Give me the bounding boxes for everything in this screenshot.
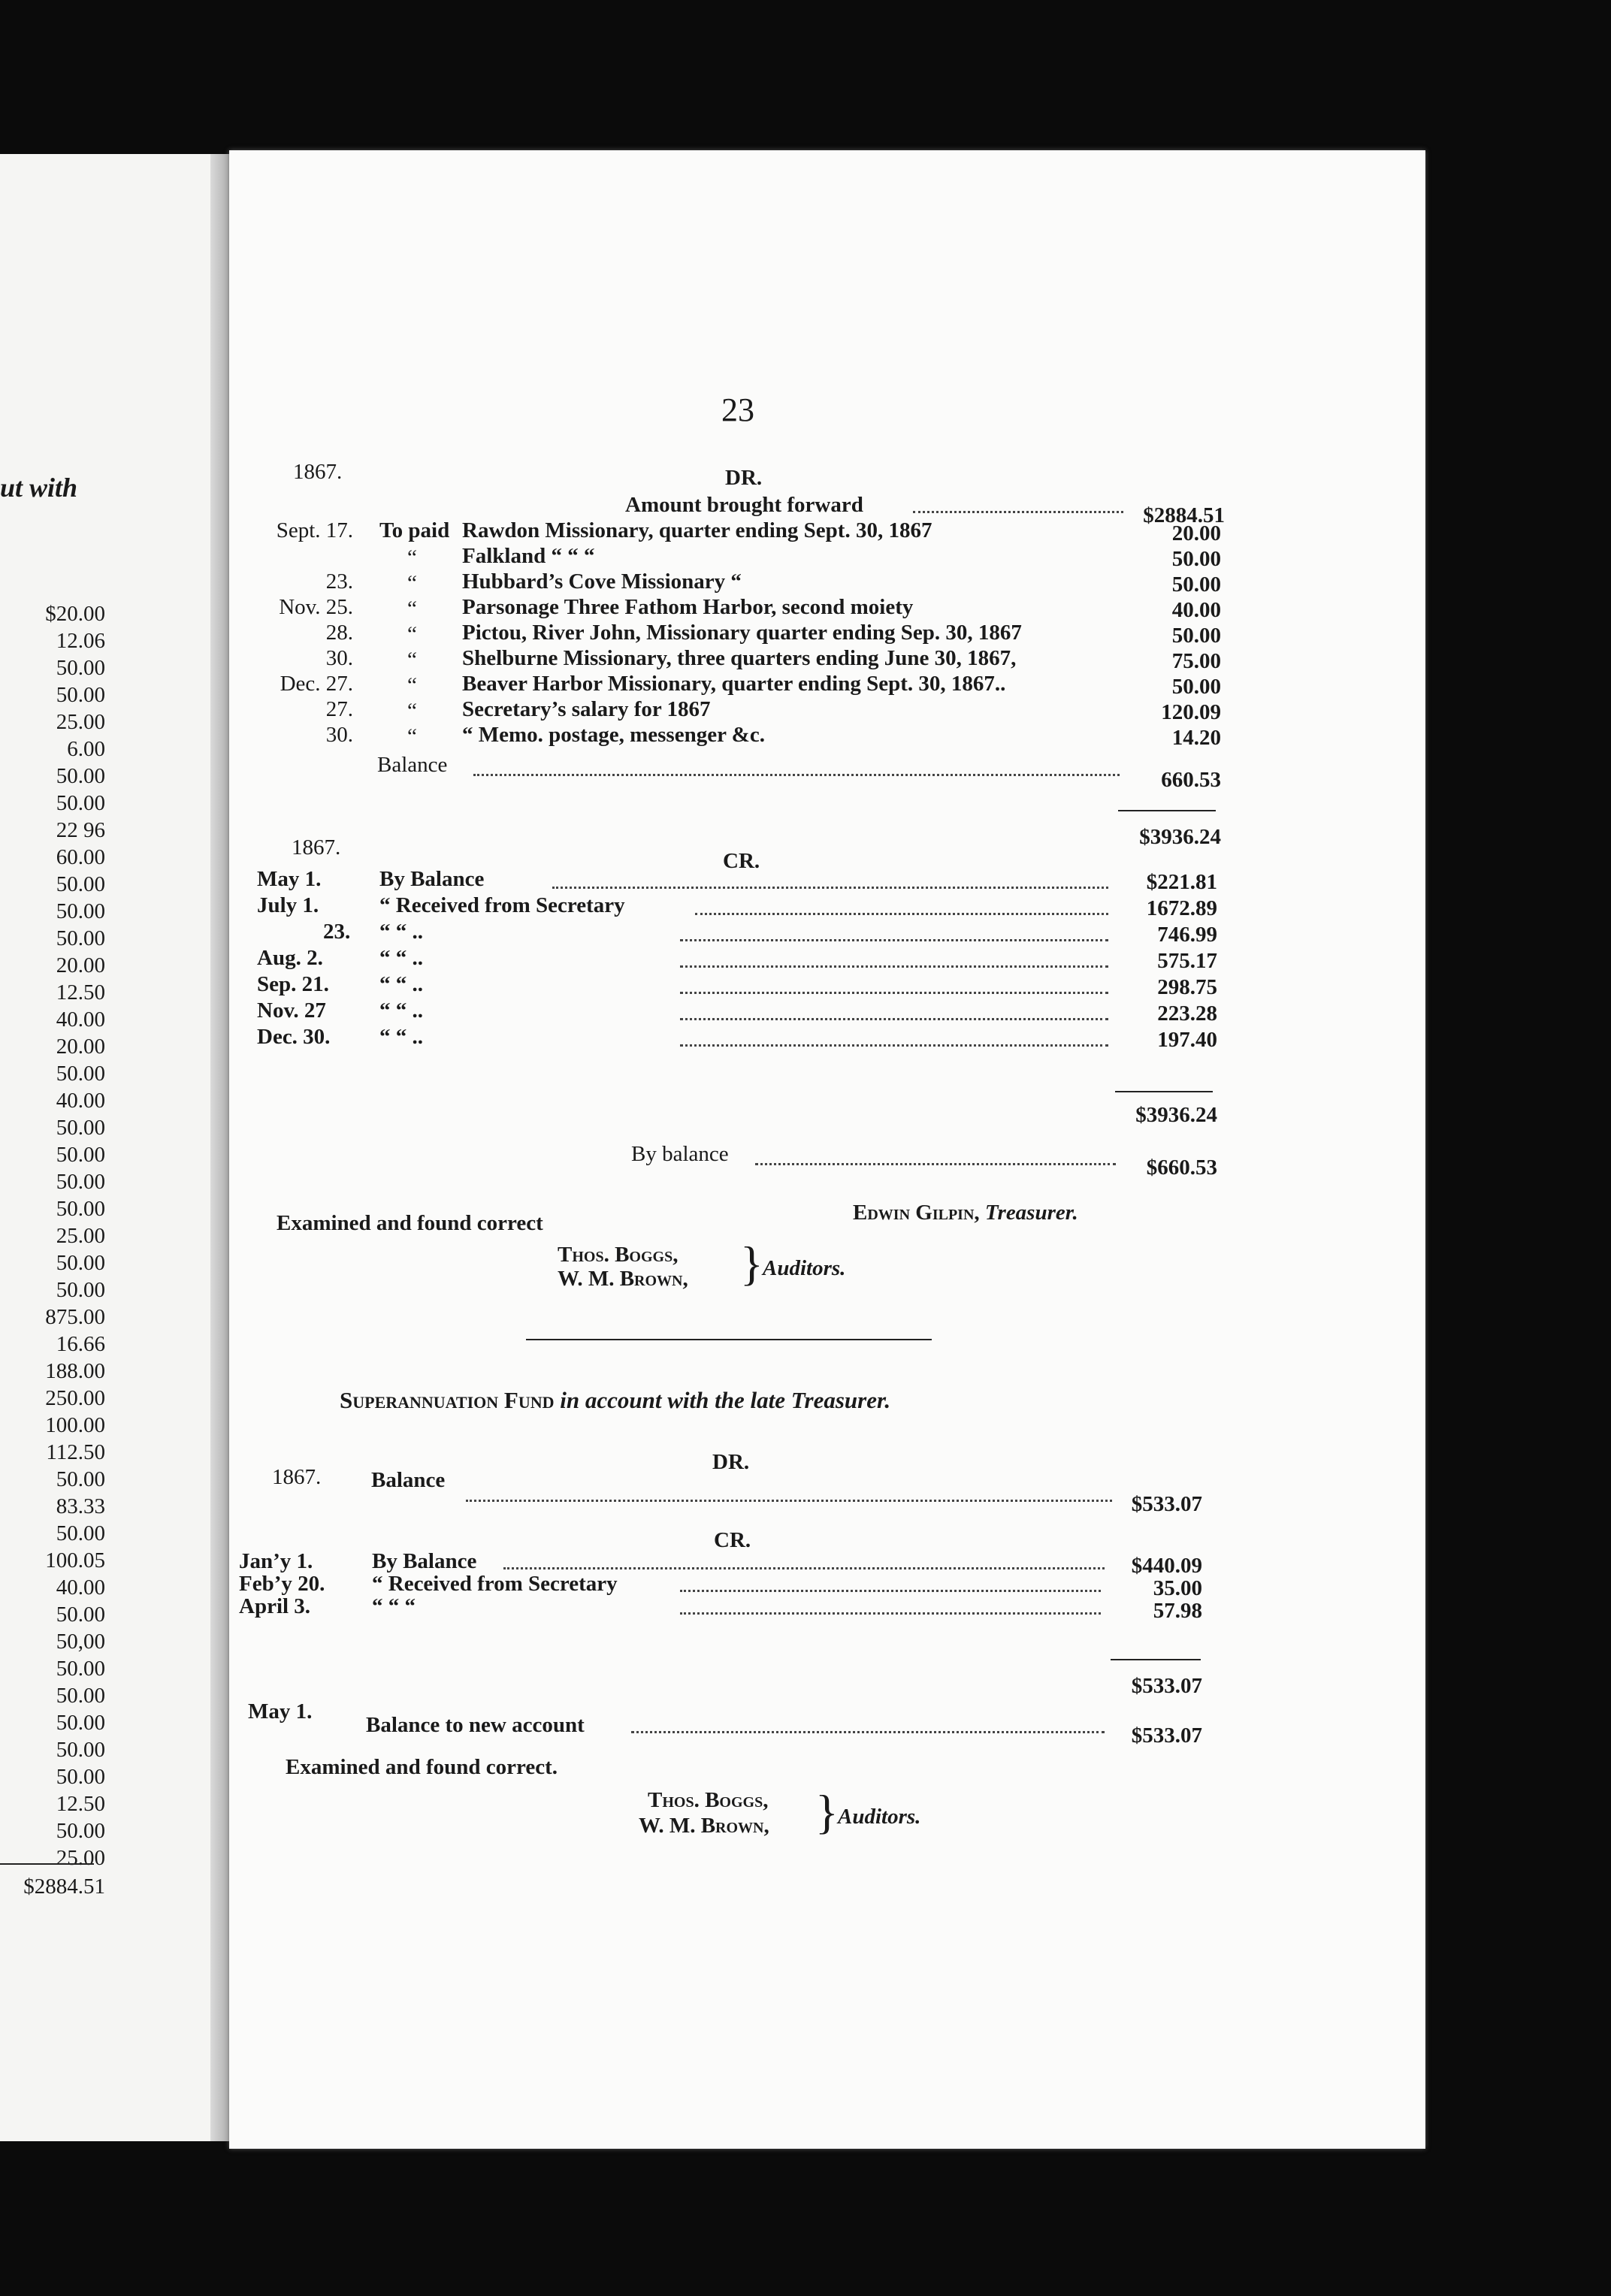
left-amount: 50.00 xyxy=(56,1251,105,1275)
left-amount: 25.00 xyxy=(56,1224,105,1248)
cr-date: Sep. 21. xyxy=(257,972,329,996)
super-balance-amount: $533.07 xyxy=(1131,1492,1202,1516)
left-amount: 22 96 xyxy=(56,818,105,842)
leader-dots xyxy=(466,1500,1112,1502)
main-page xyxy=(229,150,1425,2149)
cr-date: Aug. 2. xyxy=(257,946,323,970)
left-amount: 50.00 xyxy=(56,656,105,680)
ditto-mark: “ xyxy=(407,724,417,748)
left-amount: 50.00 xyxy=(56,1062,105,1086)
cr-total: $3936.24 xyxy=(1135,1103,1217,1127)
dr-description: Falkland “ “ “ xyxy=(462,544,595,568)
by-balance-label: By balance xyxy=(631,1142,729,1166)
treasurer-name: Edwin Gilpin, xyxy=(853,1201,980,1225)
super-cr-amount: 57.98 xyxy=(1153,1599,1202,1623)
left-amount: 50.00 xyxy=(56,1143,105,1167)
left-amount: 83.33 xyxy=(56,1494,105,1518)
left-amount: 50.00 xyxy=(56,899,105,923)
super-year: 1867. xyxy=(272,1465,322,1489)
ditto-mark: “ xyxy=(407,597,417,621)
super-auditors-brace: } xyxy=(815,1785,839,1838)
cr-date: May 1. xyxy=(257,867,322,891)
page-number: 23 xyxy=(721,391,754,428)
auditor-boggs: Thos. Boggs, xyxy=(558,1243,679,1267)
left-amount: 50.00 xyxy=(56,1521,105,1545)
dr-date: 27. xyxy=(325,697,353,721)
left-amount: 40.00 xyxy=(56,1008,105,1032)
dr-amount: 40.00 xyxy=(1171,598,1221,622)
treasurer-title: Treasurer. xyxy=(984,1201,1078,1225)
cr-amount: $221.81 xyxy=(1146,870,1217,894)
left-amount: 40.00 xyxy=(56,1575,105,1600)
left-amount: 50.00 xyxy=(56,1819,105,1843)
balance-label: Balance xyxy=(377,753,448,777)
dr-amount: 50.00 xyxy=(1171,572,1221,597)
cr-amount: 298.75 xyxy=(1157,975,1217,999)
fund-name: Superannuation Fund xyxy=(340,1387,555,1413)
superannuation-title xyxy=(340,1388,890,1412)
auditors-label: Auditors. xyxy=(763,1256,846,1280)
cr-amount: 1672.89 xyxy=(1146,896,1217,920)
cr-description: “ “ .. xyxy=(379,972,423,996)
leader-dots xyxy=(680,1018,1108,1020)
dr-date: Dec. 27. xyxy=(280,672,353,696)
leader-dots xyxy=(680,1590,1101,1592)
left-amount: 6.00 xyxy=(67,737,105,761)
total-rule xyxy=(1118,810,1216,811)
left-amount: $20.00 xyxy=(45,602,105,626)
left-amount: 50.00 xyxy=(56,764,105,788)
ditto-mark: “ xyxy=(407,545,417,569)
dr-description: Rawdon Missionary, quarter ending Sept. 30, 1867 xyxy=(462,518,932,542)
leader-dots xyxy=(680,1612,1101,1615)
dr-description: Parsonage Three Fathom Harbor, second moiety xyxy=(462,595,914,619)
left-amount: 50.00 xyxy=(56,926,105,950)
left-amount: 60.00 xyxy=(56,845,105,869)
dr-description: Pictou, River John, Missionary quarter ending Sep. 30, 1867 xyxy=(462,621,1022,645)
leader-dots xyxy=(695,913,1108,915)
left-amount: 50.00 xyxy=(56,1711,105,1735)
cr-amount: 575.17 xyxy=(1157,949,1217,973)
dr-amount: 120.09 xyxy=(1161,700,1221,724)
forward-amount: $2884.51 xyxy=(1143,503,1225,527)
ditto-mark: “ xyxy=(407,622,417,646)
cr-description: By Balance xyxy=(379,867,485,891)
super-balance-label: Balance xyxy=(371,1468,446,1492)
left-amount: 20.00 xyxy=(56,1035,105,1059)
left-amount: 12.50 xyxy=(56,1792,105,1816)
dr-date: Sept. 17. xyxy=(276,518,353,542)
dr-amount: 14.20 xyxy=(1171,726,1221,750)
super-cr-date: Feb’y 20. xyxy=(239,1572,325,1596)
section-divider xyxy=(526,1339,932,1340)
fund-title-rest: in account with the late Treasurer. xyxy=(560,1387,891,1413)
dr-date: 30. xyxy=(325,723,353,747)
cr-description: “ “ .. xyxy=(379,998,423,1023)
leader-dots xyxy=(680,965,1108,968)
new-account-amount: $533.07 xyxy=(1131,1724,1202,1748)
dr-date: 28. xyxy=(325,621,353,645)
cr-amount: 746.99 xyxy=(1157,923,1217,947)
cr-amount: 223.28 xyxy=(1157,1001,1217,1026)
dr-date: Nov. 25. xyxy=(279,595,353,619)
super-cr-description: By Balance xyxy=(372,1549,477,1573)
dr-description: Shelburne Missionary, three quarters ending June 30, 1867, xyxy=(462,646,1017,670)
cr-amount: 197.40 xyxy=(1157,1028,1217,1052)
leader-dots xyxy=(680,992,1108,994)
cr-heading: CR. xyxy=(723,849,760,873)
left-amount: 20.00 xyxy=(56,953,105,977)
ditto-mark: “ xyxy=(407,648,417,672)
super-cr-date: April 3. xyxy=(239,1594,311,1618)
left-page-heading: ut with xyxy=(0,473,78,503)
dr-amount: 50.00 xyxy=(1171,675,1221,699)
left-total: $2884.51 xyxy=(23,1875,105,1899)
super-examined: Examined and found correct. xyxy=(286,1755,558,1779)
cr-date: Dec. 30. xyxy=(257,1025,331,1049)
dr-description: “ Memo. postage, messenger &c. xyxy=(462,723,765,747)
dr-year: 1867. xyxy=(293,460,343,484)
left-amount: 50.00 xyxy=(56,1738,105,1762)
examined-text: Examined and found correct xyxy=(277,1211,543,1235)
left-amount: 50.00 xyxy=(56,1657,105,1681)
cr-description: “ “ .. xyxy=(379,1025,423,1049)
cr-description: “ “ .. xyxy=(379,920,423,944)
left-amount: 50.00 xyxy=(56,791,105,815)
auditors-brace: } xyxy=(740,1237,763,1290)
cr-date: 23. xyxy=(323,920,351,944)
leader-dots xyxy=(913,511,1123,513)
left-amount: 100.05 xyxy=(45,1548,105,1572)
left-amount: 50.00 xyxy=(56,1765,105,1789)
left-amount: 12.06 xyxy=(56,629,105,653)
leader-dots xyxy=(552,887,1108,889)
auditor-brown: W. M. Brown, xyxy=(558,1267,688,1291)
left-amount: 188.00 xyxy=(45,1359,105,1383)
super-auditors-label: Auditors. xyxy=(838,1805,921,1829)
treasurer-signature xyxy=(853,1201,1078,1225)
left-amount: 12.50 xyxy=(56,980,105,1005)
ditto-mark: “ xyxy=(407,571,417,595)
dr-date: 23. xyxy=(325,569,353,594)
super-auditor-brown: W. M. Brown, xyxy=(639,1814,769,1838)
dr-description: Secretary’s salary for 1867 xyxy=(462,697,711,721)
left-amount: 50.00 xyxy=(56,1278,105,1302)
left-amount: 50.00 xyxy=(56,872,105,896)
left-amount: 50.00 xyxy=(56,1170,105,1194)
new-account-label: Balance to new account xyxy=(366,1713,585,1737)
leader-dots xyxy=(680,939,1108,941)
left-amount: 112.50 xyxy=(46,1440,105,1464)
by-balance-amount: $660.53 xyxy=(1146,1156,1217,1180)
left-amount: 50.00 xyxy=(56,1467,105,1491)
super-dr-heading: DR. xyxy=(712,1450,750,1474)
dr-heading: DR. xyxy=(725,466,763,490)
dr-to: To paid xyxy=(379,518,450,542)
ditto-mark: “ xyxy=(407,673,417,697)
total-rule xyxy=(1111,1659,1201,1660)
left-amount: 50.00 xyxy=(56,683,105,707)
leader-dots xyxy=(503,1567,1105,1569)
left-amount: 16.66 xyxy=(56,1332,105,1356)
dr-date: 30. xyxy=(325,646,353,670)
cr-date: Nov. 27 xyxy=(257,998,326,1023)
left-amount: 50.00 xyxy=(56,1197,105,1221)
left-amount: 100.00 xyxy=(45,1413,105,1437)
left-amount: 250.00 xyxy=(45,1386,105,1410)
super-cr-description: “ Received from Secretary xyxy=(372,1572,618,1596)
left-amount: 875.00 xyxy=(45,1305,105,1329)
cr-description: “ “ .. xyxy=(379,946,423,970)
dr-amount: 50.00 xyxy=(1171,624,1221,648)
dr-amount: 75.00 xyxy=(1171,649,1221,673)
total-rule xyxy=(1115,1091,1213,1092)
left-amount: 40.00 xyxy=(56,1089,105,1113)
left-amount: 25.00 xyxy=(56,710,105,734)
dr-total: $3936.24 xyxy=(1139,825,1221,849)
super-cr-date: Jan’y 1. xyxy=(239,1549,313,1573)
super-cr-amount: $440.09 xyxy=(1131,1554,1202,1578)
new-account-date: May 1. xyxy=(248,1699,313,1724)
super-cr-description: “ “ “ xyxy=(372,1594,416,1618)
left-amount: 25.00 xyxy=(56,1846,105,1870)
dr-amount: 20.00 xyxy=(1171,521,1221,545)
dr-amount: 50.00 xyxy=(1171,547,1221,571)
left-amount: 50.00 xyxy=(56,1116,105,1140)
super-cr-amount: 35.00 xyxy=(1153,1576,1202,1600)
dr-description: Beaver Harbor Missionary, quarter ending Sept. 30, 1867.. xyxy=(462,672,1006,696)
leader-dots xyxy=(680,1044,1108,1047)
cr-year: 1867. xyxy=(292,835,341,859)
cr-description: “ Received from Secretary xyxy=(379,893,625,917)
left-amount: 50.00 xyxy=(56,1684,105,1708)
balance-amount: 660.53 xyxy=(1161,768,1221,792)
super-cr-total: $533.07 xyxy=(1131,1674,1202,1698)
left-amount: 50,00 xyxy=(56,1630,105,1654)
forward-label: Amount brought forward xyxy=(625,493,863,517)
leader-dots xyxy=(473,774,1120,776)
leader-dots xyxy=(631,1731,1105,1733)
cr-date: July 1. xyxy=(257,893,319,917)
super-auditor-boggs: Thos. Boggs, xyxy=(648,1788,769,1812)
super-cr-heading: CR. xyxy=(714,1528,751,1552)
leader-dots xyxy=(755,1163,1116,1165)
ditto-mark: “ xyxy=(407,699,417,723)
dr-description: Hubbard’s Cove Missionary “ xyxy=(462,569,742,594)
left-amount: 50.00 xyxy=(56,1603,105,1627)
